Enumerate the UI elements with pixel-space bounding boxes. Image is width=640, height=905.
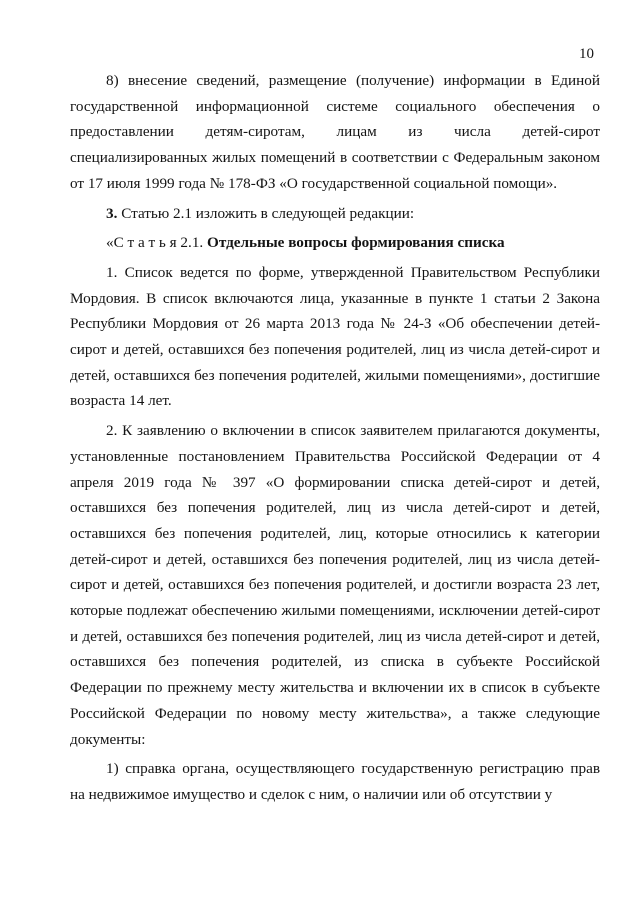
item-3-text: Статью 2.1 изложить в следующей редакции: [121,204,415,222]
article-heading [70,230,600,256]
article-heading-prefix: «С т а т ь я 2.1. [106,234,204,252]
paragraph-item-3 [70,201,600,227]
article-heading-title: Отдельные вопросы формирования списка [207,234,505,252]
paragraph-point-2: 2. К заявлению о включении в список заявителем прилагаются документы, установленные постановлением Правительства Российской Федерации от 4 апреля 2019 года № 397 «О формировании списка детей-сирот и детей, оставшихся без попечения родителей, лиц из числа детей-сирот и детей, оставшихся без попечения родителей, лиц, которые относились к категории детей-сирот и детей, оставшихся без попечения родителей, лиц из числа детей-сирот и детей, оставшихся без попечения родителей, и достигли возраста 23 лет, которые подлежат обеспечению жилыми помещениями, исключении детей-сирот и детей, оставшихся без попечения родителей, лиц из числа детей-сирот и детей, оставшихся без попечения родителей, из списка в субъекте Российской Федерации по прежнему месту жительства и включении их в список в субъекте Российской Федерации по новому месту жительства», а также следующие документы: [70,422,600,748]
paragraph-subpoint-1: 1) справка органа, осуществляющего государственную регистрацию прав на недвижимое имущество и сделок с ним, о наличии или об отсутствии у [70,760,600,803]
item-3-number: 3. [106,204,118,222]
paragraph-item-8: 8) внесение сведений, размещение (получение) информации в Единой государственной информационной системе социального обеспечения о предоставлении детям-сиротам, лицам из числа детей-сирот специализированных жилых помещений в соответствии с Федеральным законом от 17 июля 1999 года № 178-ФЗ «О государственной социальной помощи». [70,72,600,192]
document-body [70,68,600,808]
page-number: 10 [579,46,594,62]
paragraph-point-1: 1. Список ведется по форме, утвержденной Правительством Республики Мордовия. В список включаются лица, указанные в пункте 1 статьи 2 Закона Республики Мордовия от 26 марта 2013 года № 24-З «Об обеспечении детей-сирот и детей, оставшихся без попечения родителей, лиц из числа детей-сирот и детей, оставшихся без попечения родителей, жилыми помещениями», достигшие возраста 14 лет. [70,263,600,410]
